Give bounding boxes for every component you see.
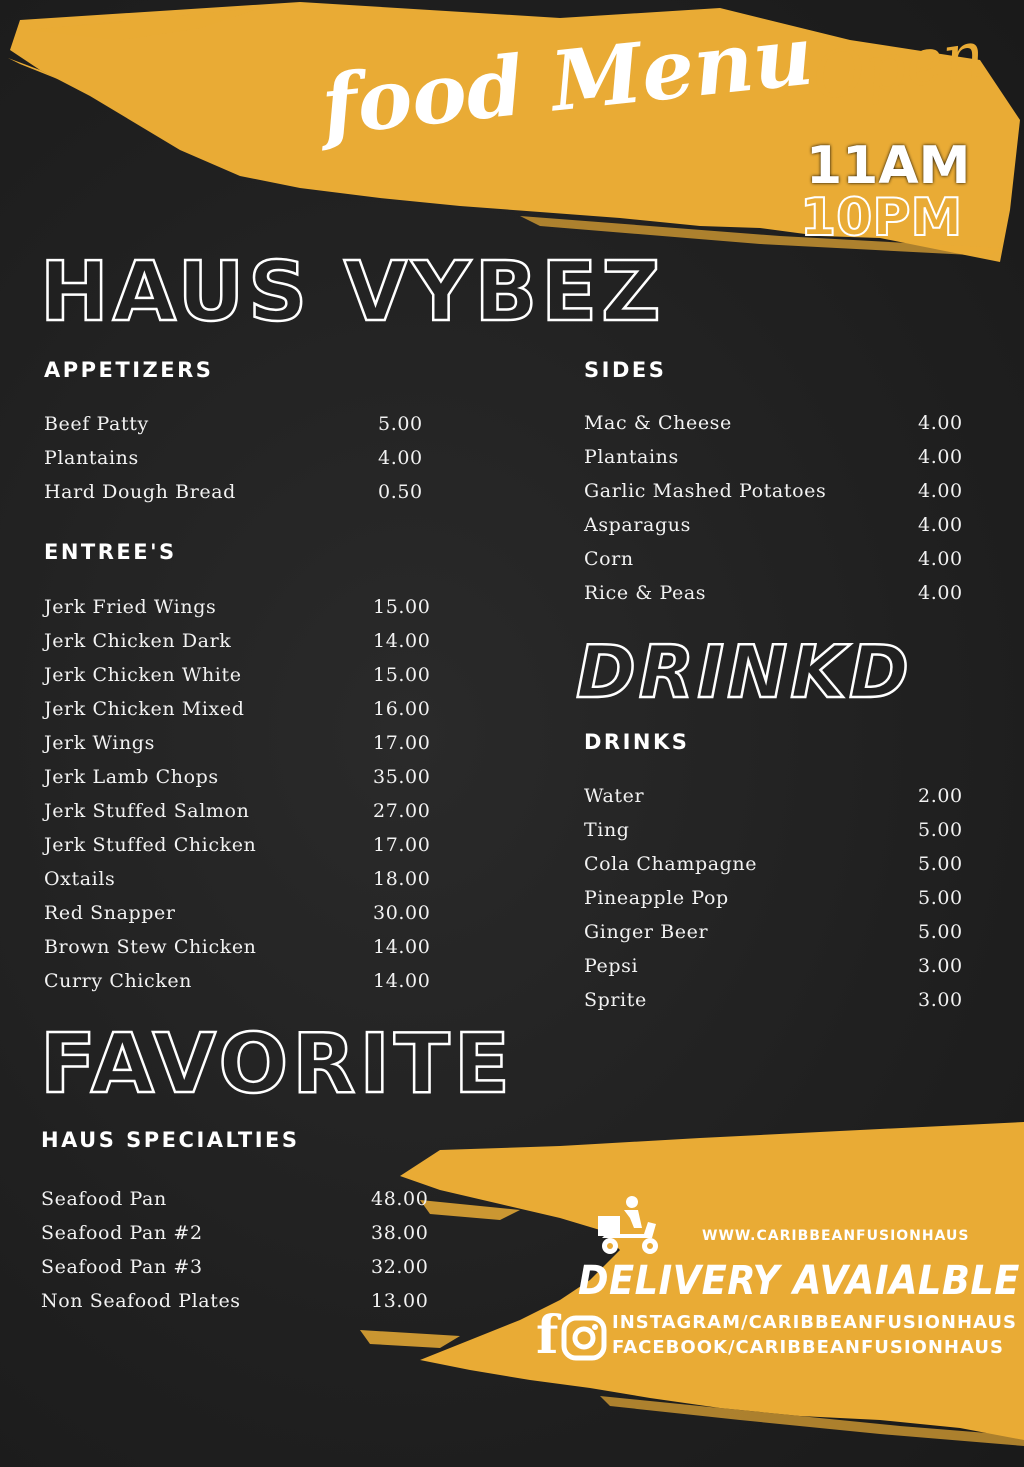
- item-price: 4.00: [918, 412, 963, 434]
- item-name: Jerk Stuffed Salmon: [44, 800, 250, 822]
- list-item: [41, 1256, 441, 1290]
- item-name: Brown Stew Chicken: [44, 936, 257, 958]
- list-item: [584, 785, 984, 819]
- item-price: 0.50: [378, 481, 423, 503]
- list-item: [584, 921, 984, 955]
- item-name: Jerk Chicken White: [44, 664, 242, 686]
- list-item: [44, 834, 444, 868]
- list-item: [44, 698, 444, 732]
- item-name: Garlic Mashed Potatoes: [584, 480, 827, 502]
- item-price: 48.00: [371, 1188, 429, 1210]
- item-name: Red Snapper: [44, 902, 176, 924]
- list-item: [584, 955, 984, 989]
- item-price: 16.00: [373, 698, 431, 720]
- food-menu-script-title: food Menu: [317, 7, 818, 155]
- item-name: Hard Dough Bread: [44, 481, 236, 503]
- item-name: Seafood Pan: [41, 1188, 167, 1210]
- item-price: 17.00: [373, 834, 431, 856]
- list-item: [44, 902, 444, 936]
- item-price: 5.00: [918, 887, 963, 909]
- list-item: [44, 596, 444, 630]
- list-item: [584, 853, 984, 887]
- item-name: Ginger Beer: [584, 921, 709, 943]
- item-price: 5.00: [918, 819, 963, 841]
- specialties-heading: HAUS SPECIALTIES: [41, 1128, 300, 1152]
- specialties-list: [41, 1188, 441, 1324]
- item-name: Corn: [584, 548, 634, 570]
- drinks-heading: DRINKS: [584, 730, 690, 754]
- list-item: [44, 630, 444, 664]
- item-price: 30.00: [373, 902, 431, 924]
- item-price: 4.00: [918, 548, 963, 570]
- entrees-heading: ENTREE'S: [44, 540, 177, 564]
- item-price: 5.00: [378, 413, 423, 435]
- item-price: 4.00: [918, 446, 963, 468]
- list-item: [44, 970, 444, 1004]
- open-label: Open: [808, 17, 990, 116]
- item-name: Seafood Pan #3: [41, 1256, 203, 1278]
- open-time: 11AM: [806, 136, 971, 196]
- instagram-handle[interactable]: INSTAGRAM/CARIBBEANFUSIONHAUS: [612, 1312, 1017, 1333]
- list-item: [44, 868, 444, 902]
- list-item: [41, 1290, 441, 1324]
- item-price: 5.00: [918, 921, 963, 943]
- facebook-handle[interactable]: FACEBOOK/CARIBBEANFUSIONHAUS: [612, 1337, 1004, 1358]
- drinks-banner-title: DRINKD: [576, 630, 912, 714]
- item-name: Seafood Pan #2: [41, 1222, 203, 1244]
- delivery-available-text: DELIVERY AVAIALBLE: [578, 1258, 1020, 1304]
- list-item: [41, 1188, 441, 1222]
- item-name: Mac & Cheese: [584, 412, 732, 434]
- sides-heading: SIDES: [584, 358, 667, 382]
- item-name: Pineapple Pop: [584, 887, 729, 909]
- list-item: [584, 989, 984, 1023]
- item-name: Rice & Peas: [584, 582, 707, 604]
- item-price: 13.00: [371, 1290, 429, 1312]
- item-price: 5.00: [918, 853, 963, 875]
- list-item: [44, 481, 444, 515]
- drinks-list: [584, 785, 984, 1023]
- list-item: [44, 766, 444, 800]
- item-price: 27.00: [373, 800, 431, 822]
- item-price: 4.00: [918, 582, 963, 604]
- item-price: 35.00: [373, 766, 431, 788]
- close-time: 10PM: [800, 188, 963, 248]
- item-price: 3.00: [918, 955, 963, 977]
- item-name: Ting: [584, 819, 630, 841]
- appetizers-heading: APPETIZERS: [44, 358, 214, 382]
- list-item: [44, 936, 444, 970]
- sides-list: [584, 412, 984, 616]
- list-item: [584, 887, 984, 921]
- list-item: [584, 446, 984, 480]
- item-name: Cola Champagne: [584, 853, 758, 875]
- list-item: [584, 548, 984, 582]
- list-item: [44, 664, 444, 698]
- list-item: [44, 800, 444, 834]
- list-item: [584, 514, 984, 548]
- favorite-banner-title: FAVORITE: [40, 1017, 514, 1112]
- item-price: 4.00: [918, 514, 963, 536]
- item-price: 3.00: [918, 989, 963, 1011]
- list-item: [44, 732, 444, 766]
- website-text[interactable]: WWW.CARIBBEANFUSIONHAUS: [702, 1228, 970, 1244]
- list-item: [584, 412, 984, 446]
- item-name: Jerk Chicken Mixed: [44, 698, 245, 720]
- item-price: 38.00: [371, 1222, 429, 1244]
- item-price: 14.00: [373, 630, 431, 652]
- item-name: Jerk Fried Wings: [44, 596, 217, 618]
- item-price: 2.00: [918, 785, 963, 807]
- item-price: 15.00: [373, 596, 431, 618]
- item-name: Non Seafood Plates: [41, 1290, 241, 1312]
- item-name: Jerk Chicken Dark: [44, 630, 232, 652]
- facebook-icon[interactable]: f: [536, 1305, 559, 1366]
- item-price: 18.00: [373, 868, 431, 890]
- list-item: [584, 480, 984, 514]
- item-name: Curry Chicken: [44, 970, 192, 992]
- list-item: [41, 1222, 441, 1256]
- item-name: Jerk Wings: [44, 732, 155, 754]
- list-item: [584, 582, 984, 616]
- item-name: Pepsi: [584, 955, 639, 977]
- item-name: Oxtails: [44, 868, 116, 890]
- appetizers-list: [44, 413, 444, 515]
- item-price: 32.00: [371, 1256, 429, 1278]
- entrees-list: [44, 596, 444, 1004]
- item-price: 14.00: [373, 936, 431, 958]
- item-price: 17.00: [373, 732, 431, 754]
- item-name: Jerk Stuffed Chicken: [44, 834, 257, 856]
- brand-title: HAUS VYBEZ: [40, 245, 665, 340]
- item-name: Water: [584, 785, 645, 807]
- item-name: Plantains: [44, 447, 139, 469]
- item-price: 4.00: [378, 447, 423, 469]
- item-name: Beef Patty: [44, 413, 149, 435]
- list-item: [584, 819, 984, 853]
- delivery-scooter-icon: [596, 1194, 664, 1256]
- item-price: 15.00: [373, 664, 431, 686]
- item-name: Asparagus: [584, 514, 691, 536]
- item-name: Sprite: [584, 989, 647, 1011]
- item-price: 4.00: [918, 480, 963, 502]
- instagram-icon[interactable]: [560, 1314, 608, 1362]
- item-name: Plantains: [584, 446, 679, 468]
- list-item: [44, 413, 444, 447]
- item-name: Jerk Lamb Chops: [44, 766, 219, 788]
- item-price: 14.00: [373, 970, 431, 992]
- list-item: [44, 447, 444, 481]
